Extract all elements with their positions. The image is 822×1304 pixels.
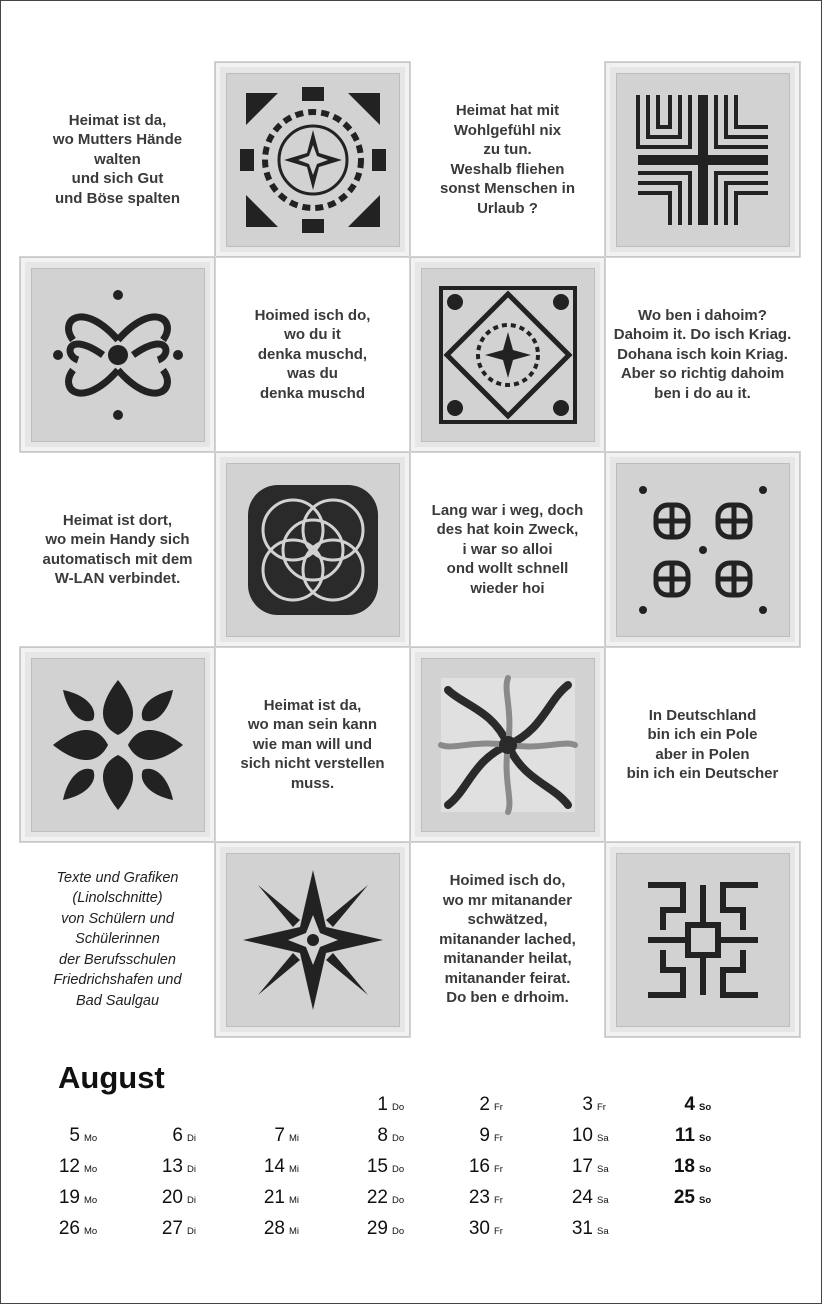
calendar-day — [450, 1125, 503, 1147]
weekday-abbr: Mo — [84, 1195, 98, 1206]
weekday-abbr: Di — [187, 1164, 196, 1175]
poem-8-text: In Deutschland bin ich ein Pole aber in Polen bin ich ein Deutscher — [626, 706, 779, 782]
day-number: 9 — [479, 1125, 490, 1146]
weekday-abbr: Do — [392, 1226, 405, 1237]
weekday-abbr: Do — [392, 1133, 405, 1144]
calendar-day — [553, 1125, 609, 1147]
calendar-day — [143, 1218, 196, 1240]
day-number: 17 — [571, 1156, 593, 1177]
day-number: 14 — [263, 1156, 285, 1177]
weekday-abbr: Mi — [289, 1164, 300, 1175]
calendar-day — [143, 1187, 196, 1209]
calendar-day — [245, 1187, 299, 1209]
poem-4 — [605, 257, 800, 452]
linocut-star-burst-icon — [238, 865, 388, 1015]
weekday-abbr: Mo — [84, 1164, 98, 1175]
linocut-star-wreath-icon — [238, 85, 388, 235]
calendar-day — [40, 1156, 97, 1178]
weekday-abbr: Fr — [494, 1226, 503, 1237]
day-number: 21 — [263, 1187, 285, 1208]
poem-2 — [410, 62, 605, 257]
poem-6 — [410, 452, 605, 647]
day-number: 11 — [674, 1125, 695, 1146]
day-number: 29 — [366, 1218, 388, 1239]
weekday-abbr: Mi — [289, 1195, 300, 1206]
tile-grid — [20, 62, 800, 1037]
credits — [20, 842, 215, 1037]
linocut-stripes-cross-icon — [628, 85, 778, 235]
day-number: 26 — [58, 1218, 80, 1239]
day-number: 12 — [58, 1156, 80, 1177]
calendar-day — [450, 1187, 503, 1209]
day-number: 31 — [571, 1218, 593, 1239]
weekday-abbr: Sa — [597, 1226, 609, 1237]
artwork-swirl — [410, 647, 605, 842]
weekday-abbr: So — [699, 1133, 712, 1144]
poem-5 — [20, 452, 215, 647]
day-number: 27 — [161, 1218, 183, 1239]
linocut-floral-scroll-icon — [43, 280, 193, 430]
weekday-abbr: Do — [392, 1195, 405, 1206]
poem-1-text: Heimat ist da, wo Mutters Hände walten und sich Gut und Böse spalten — [52, 111, 183, 207]
day-number: 25 — [673, 1187, 695, 1208]
weekday-abbr: Mo — [84, 1226, 98, 1237]
calendar-day — [40, 1218, 97, 1240]
poem-8 — [605, 647, 800, 842]
poem-4-text: Wo ben i dahoim? Dahoim it. Do isch Kriag. Dohana isch koin Kriag. Aber so richtig dahoim ben i do au it. — [613, 306, 792, 402]
poem-5-text: Heimat ist dort, wo mein Handy sich automatisch mit dem W-LAN verbindet. — [42, 511, 193, 587]
day-number: 23 — [468, 1187, 490, 1208]
weekday-abbr: Fr — [494, 1164, 503, 1175]
weekday-abbr: Sa — [597, 1133, 609, 1144]
calendar-day — [450, 1094, 503, 1116]
linocut-diamond-flower-icon — [433, 280, 583, 430]
calendar-day — [245, 1156, 299, 1178]
weekday-abbr: Do — [392, 1164, 405, 1175]
calendar-day — [655, 1156, 711, 1178]
weekday-abbr: Mi — [289, 1133, 300, 1144]
poem-7 — [215, 647, 410, 842]
linocut-fleur-icon — [43, 670, 193, 820]
weekday-abbr: Fr — [494, 1195, 503, 1206]
day-number: 30 — [468, 1218, 490, 1239]
day-number: 15 — [366, 1156, 388, 1177]
calendar-day — [553, 1187, 609, 1209]
linocut-circles-icon — [238, 475, 388, 625]
day-number: 1 — [377, 1094, 388, 1115]
credits-text: Texte und Grafiken (Linolschnitte) von Schülern und Schülerinnen der Berufsschulen Friedrichshafen und Bad Saulgau — [53, 869, 182, 1009]
day-number: 10 — [571, 1125, 593, 1146]
calendar-day — [553, 1218, 609, 1240]
weekday-abbr: Di — [187, 1133, 196, 1144]
linocut-knots-icon — [628, 475, 778, 625]
calendar-day — [450, 1156, 503, 1178]
artwork-knots — [605, 452, 800, 647]
month-title: August — [58, 1060, 165, 1095]
day-number: 5 — [69, 1125, 80, 1146]
calendar-day — [655, 1094, 711, 1116]
calendar-day — [40, 1187, 97, 1209]
poem-9 — [410, 842, 605, 1037]
linocut-meander-icon — [628, 865, 778, 1015]
calendar-day — [655, 1125, 711, 1147]
calendar-day — [553, 1094, 606, 1116]
weekday-abbr: Fr — [494, 1133, 503, 1144]
day-number: 19 — [58, 1187, 80, 1208]
weekday-abbr: Sa — [597, 1164, 609, 1175]
artwork-fleur — [20, 647, 215, 842]
day-number: 3 — [582, 1094, 593, 1115]
artwork-star-wreath — [215, 62, 410, 257]
calendar-day — [348, 1094, 404, 1116]
day-number: 22 — [366, 1187, 388, 1208]
day-number: 6 — [172, 1125, 183, 1146]
weekday-abbr: So — [699, 1164, 712, 1175]
poem-2-text: Heimat hat mit Wohlgefühl nix zu tun. Weshalb fliehen sonst Menschen in Urlaub ? — [439, 102, 576, 217]
weekday-abbr: So — [699, 1102, 712, 1113]
calendar-day — [348, 1218, 404, 1240]
artwork-diamond-flower — [410, 257, 605, 452]
weekday-abbr: Mo — [84, 1133, 98, 1144]
day-number: 4 — [684, 1094, 695, 1115]
day-number: 8 — [377, 1125, 388, 1146]
weekday-abbr: So — [699, 1195, 712, 1206]
weekday-abbr: Di — [187, 1226, 196, 1237]
artwork-meander — [605, 842, 800, 1037]
artwork-star-burst — [215, 842, 410, 1037]
day-number: 7 — [274, 1125, 285, 1146]
weekday-abbr: Do — [392, 1102, 405, 1113]
calendar-day — [40, 1125, 97, 1147]
weekday-abbr: Fr — [597, 1102, 606, 1113]
calendar-day — [553, 1156, 609, 1178]
weekday-abbr: Mi — [289, 1226, 300, 1237]
calendar-day — [348, 1187, 404, 1209]
artwork-stripes-cross — [605, 62, 800, 257]
day-number: 16 — [468, 1156, 490, 1177]
calendar-day — [143, 1156, 196, 1178]
calendar-day — [348, 1156, 404, 1178]
artwork-floral-scroll — [20, 257, 215, 452]
day-number: 28 — [263, 1218, 285, 1239]
day-number: 20 — [161, 1187, 183, 1208]
calendar-day — [655, 1187, 711, 1209]
poem-1 — [20, 62, 215, 257]
calendar-day — [143, 1125, 196, 1147]
calendar-day — [348, 1125, 404, 1147]
linocut-swirl-icon — [433, 670, 583, 820]
day-number: 18 — [673, 1156, 695, 1177]
poem-9-text: Hoimed isch do, wo mr mitanander schwätzed, mitanander lached, mitanander heilat, mitanander feirat. Do ben e drhoim. — [439, 872, 576, 1007]
poem-6-text: Lang war i weg, doch des hat koin Zweck, i war so alloi ond wollt schnell wieder hoi — [431, 501, 584, 597]
day-number: 2 — [479, 1094, 490, 1115]
day-number: 13 — [161, 1156, 183, 1177]
poem-7-text: Heimat ist da, wo man sein kann wie man will und sich nicht verstellen muss. — [240, 696, 385, 792]
weekday-abbr: Fr — [494, 1102, 503, 1113]
artwork-circles — [215, 452, 410, 647]
poem-3-text: Hoimed isch do, wo du it denka muschd, was du denka muschd — [254, 306, 371, 402]
calendar-day — [245, 1218, 299, 1240]
weekday-abbr: Di — [187, 1195, 196, 1206]
day-number: 24 — [571, 1187, 593, 1208]
weekday-abbr: Sa — [597, 1195, 609, 1206]
calendar-day — [450, 1218, 503, 1240]
poem-3 — [215, 257, 410, 452]
calendar-day — [245, 1125, 299, 1147]
